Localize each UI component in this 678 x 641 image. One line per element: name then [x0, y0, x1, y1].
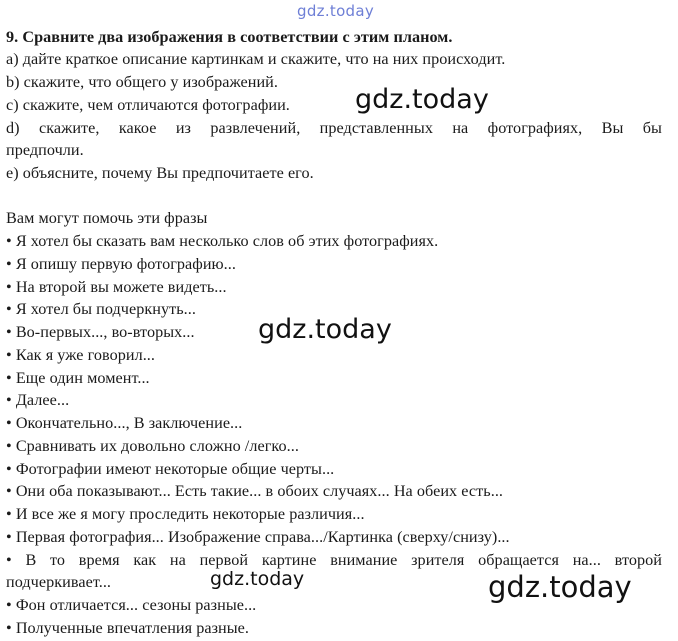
task-item-d: d) скажите, какое из развлечений, представленных на фотографиях, Вы бы [6, 119, 662, 137]
phrase-item: • Еще один момент... [6, 369, 150, 387]
task-item-b: b) скажите, что общего у изображений. [6, 73, 278, 91]
phrases-heading: Вам могут помочь эти фразы [6, 209, 208, 227]
phrase-item: • Я опишу первую фотографию... [6, 255, 236, 273]
task-item-e: е) объясните, почему Вы предпочитаете его. [6, 164, 314, 182]
phrase-item: • Первая фотография... Изображение справа.../Картинка (сверху/снизу)... [6, 528, 510, 546]
phrase-item-continued: подчеркивает... [6, 573, 112, 591]
phrase-item: • Я хотел бы сказать вам несколько слов об этих фотографиях. [6, 232, 439, 250]
watermark-bottom-b: gdz.today [488, 570, 632, 604]
watermark-top: gdz.today [297, 2, 375, 20]
watermark-bottom-a: gdz.today [210, 568, 305, 590]
task-item-a: а) дайте краткое описание картинкам и скажите, что на них происходит. [6, 50, 506, 68]
phrase-item: • Как я уже говорил... [6, 346, 155, 364]
phrase-item: • Сравнивать их довольно сложно /легко... [6, 437, 299, 455]
phrase-item: • И все же я могу проследить некоторые различия... [6, 505, 365, 523]
phrase-item: • Они оба показывают... Есть такие... в обоих случаях... На обеих есть... [6, 482, 504, 500]
task-title: 9. Сравните два изображения в соответствии с этим планом. [6, 28, 453, 46]
phrase-item: • На второй вы можете видеть... [6, 278, 227, 296]
watermark-mid-b: gdz.today [258, 314, 392, 345]
phrase-item: • Фотографии имеют некоторые общие черты... [6, 460, 335, 478]
watermark-mid-a: gdz.today [355, 84, 489, 115]
phrase-item: • Окончательно..., В заключение... [6, 414, 243, 432]
task-item-d-continued: предпочли. [6, 141, 84, 159]
phrase-item: • Далее... [6, 391, 70, 409]
phrase-item: • Я хотел бы подчеркнуть... [6, 300, 196, 318]
phrase-item: • Фон отличается... сезоны разные... [6, 596, 257, 614]
phrase-item: • Полученные впечатления разные. [6, 619, 250, 637]
task-item-c: с) скажите, чем отличаются фотографии. [6, 96, 290, 114]
phrase-item: • Во-первых..., во-вторых... [6, 323, 195, 341]
phrase-item: • В то время как на первой картине внимание зрителя обращается на... второй [6, 551, 662, 569]
